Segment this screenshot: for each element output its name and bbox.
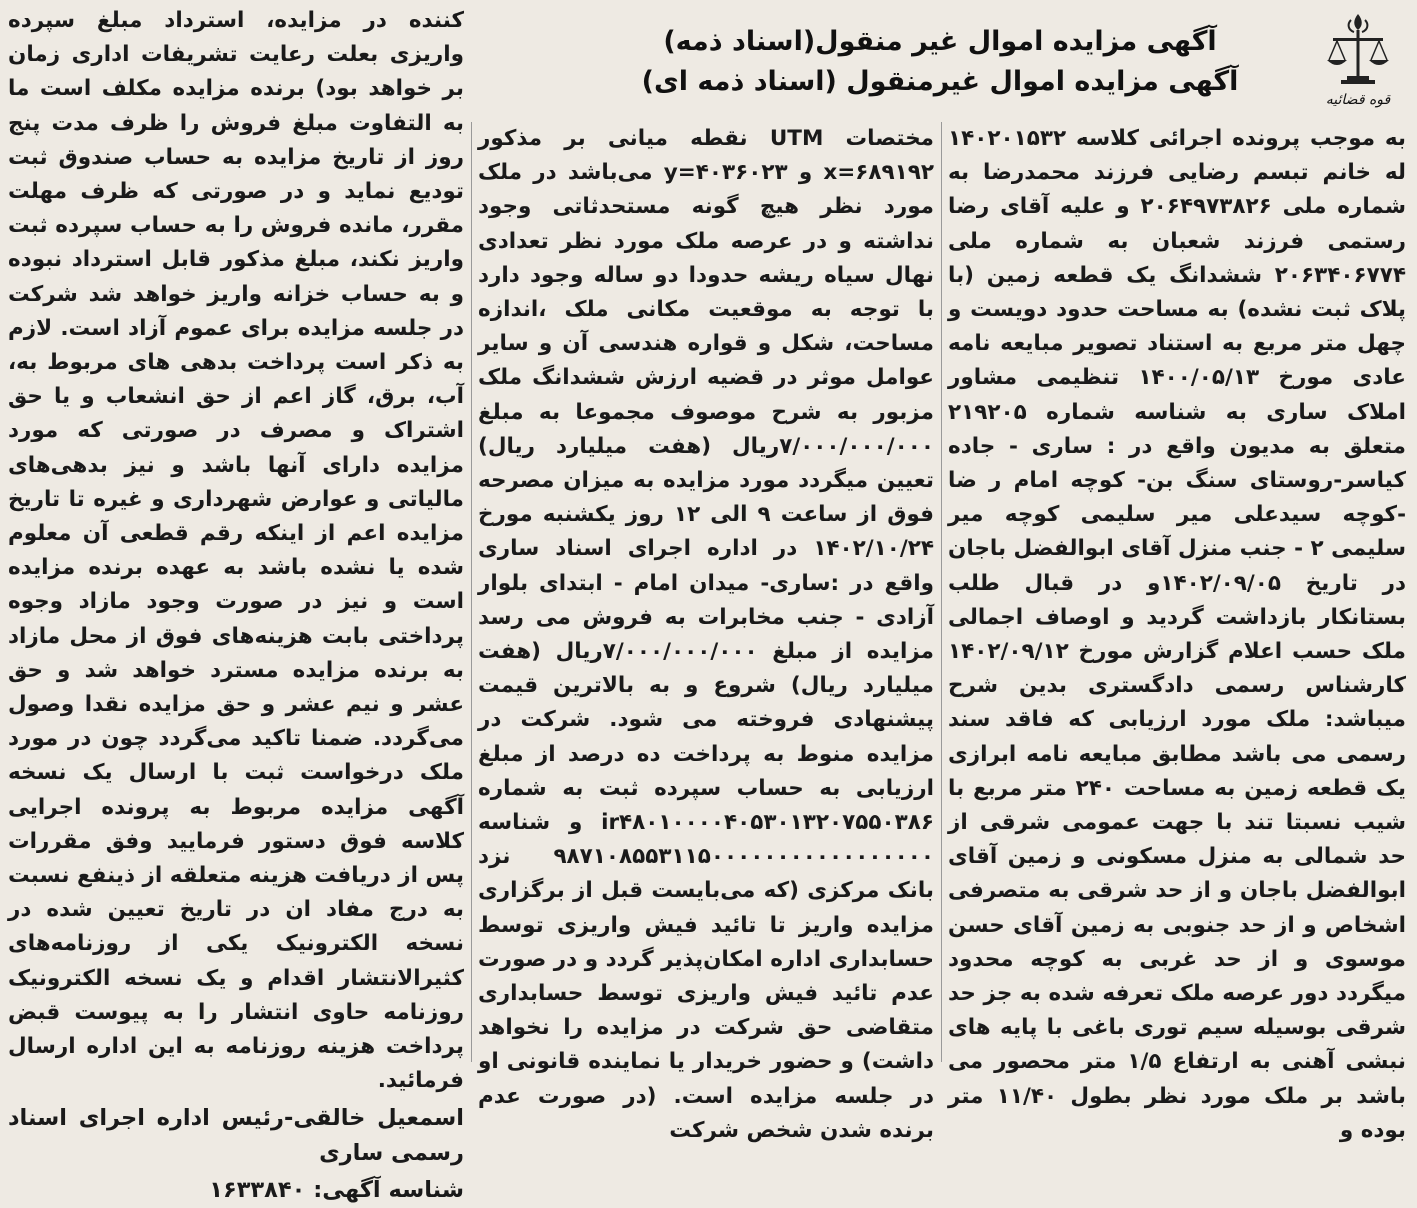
notice-column-middle: مختصات UTM نقطه میانی بر مذکور x=۶۸۹۱۹۲ و y=۴۰۳۶۰۲۳ می‌باشد در ملک مورد نظر هیچ گونه مستحدثاتی وجود نداشته و در عرصه ملک مورد نظر تعدادی نهال سیاه ریشه حدودا دو ساله وجود دارد با توجه به موقعیت مکانی ملک ،اندازه مساحت، شکل و قواره هندسی آن و سایر عوامل موثر در قضیه ارزش ششدانگ ملک مزبور به شرح موصوف مجموعا به مبلغ ۷/۰۰۰/۰۰۰/۰۰۰ریال (هفت میلیارد ریال) تعیین میگردد مورد مزایده به میزان مصرحه فوق از ساعت ۹ الی ۱۲ روز یکشنبه مورخ ۱۴۰۲/۱۰/۲۴ در اداره اجرای اسناد ساری واقع در :ساری- میدان امام - ابتدای بلوار آزادی - جنب مخابرات به فروش می رسد مزایده از مبلغ ۷/۰۰۰/۰۰۰/۰۰۰ریال (هفت میلیارد ریال) شروع و به بالاترین قیمت پیشنهادی فروخته می شود. شرکت در مزایده منوط به پرداخت ده درصد از مبلغ ارزیابی به حساب سپرده ثبت به شماره ir۴۸۰۱۰۰۰۰۴۰۵۳۰۱۳۲۰۷۵۵۰۳۸۶ و شناسه ۹۸۷۱۰۸۵۵۳۱۱۵۰۰۰۰۰۰۰۰۰۰۰۰۰۰۰۰۰ نزد بانک مرکزی (که می‌بایست قبل از برگزاری مزایده واریز تا تائید فیش واریزی توسط حسابداری اداره امکان‌پذیر گردد و در صورت عدم تائید فیش واریزی توسط حسابداری متقاضی حق شرکت در مزایده را نخواهد داشت) و حضور خریدار یا نماینده قانونی او در جلسه مزایده است. (در صورت عدم برنده شدن شخص شرکت	[478, 126, 934, 1143]
signature-name: اسمعیل خالقی-رئیس اداره اجرای اسناد رسمی ساری	[8, 1104, 464, 1166]
notice-column-right: به موجب پرونده اجرائی کلاسه ۱۴۰۲۰۱۵۳۲ له خانم تبسم رضایی فرزند محمدرضا به شماره ملی ۲۰۶۴۹۷۳۸۲۶ و علیه آقای رضا رستمی فرزند شعبان به شماره ملی ۲۰۶۳۴۰۶۷۷۴ ششدانگ یک قطعه زمین (با پلاک ثبت نشده) به مساحت حدود دویست و چهل متر مربع به استناد تصویر مبایعه نامه عادی مورخ ۱۴۰۰/۰۵/۱۳ تنظیمی مشاور املاک ساری به شناسه شماره ۲۱۹۲۰۵ متعلق به مدیون واقع در : ساری - جاده کیاسر-روستای سنگ بن- کوچه امام ر ضا -کوچه سیدعلی میر سلیمی کوچه میر سلیمی ۲ - جنب منزل آقای ابوالفضل باجان در تاریخ ۱۴۰۲/۰۹/۰۵و در قبال طلب بستانکار بازداشت گردید و اوصاف اجمالی ملک حسب اعلام گزارش مورخ ۱۴۰۲/۰۹/۱۲ کارشناس رسمی دادگستری بدین شرح میباشد: ملک مورد ارزیابی که فاقد سند رسمی می باشد مطابق مبایعه نامه ابرازی یک قطعه زمین به مساحت ۲۴۰ متر مربع با شیب نسبتا تند با جهت عمومی شرقی از حد شمالی به منزل مسکونی و زمین آقای ابوالفضل باجان و از حد شرقی به متصرفی اشخاص و از حد جنوبی به زمین آقای حسن موسوی و از حد غربی به کوچه محدود میگردد دور عرصه ملک تعرفه شده به جز حد شرقی بوسیله سیم توری باغی با پایه های نبشی آهنی به ارتفاع ۱/۵ متر محصور می باشد بر ملک مورد نظر بطول ۱۱/۴۰ متر بوده و	[948, 126, 1406, 1143]
column-divider-right	[941, 122, 942, 1062]
scales-of-justice-icon	[1323, 10, 1393, 98]
column-divider-left	[471, 122, 472, 1062]
notice-title-primary: آگهی مزایده اموال غیر منقول(اسناد ذمه)	[663, 26, 1217, 57]
judiciary-logo	[1314, 10, 1402, 122]
logo-caption: قوه قضائیه	[1325, 92, 1391, 108]
notice-header	[470, 4, 1410, 122]
notice-id: شناسه آگهی: ۱۶۳۳۸۴۰	[209, 1176, 464, 1203]
notice-column-left-body: کننده در مزایده، استرداد مبلغ سپرده واریزی بعلت رعایت تشریفات اداری زمان بر خواهد بود) برنده مزایده مکلف است ما به التفاوت مبلغ فروش را ظرف مدت پنج روز از تاریخ مزایده به حساب صندوق ثبت تودیع نماید و در صورتی که ظرف مهلت مقرر، مانده فروش را به حساب سپرده ثبت واریز نکند، مبلغ مذکور قابل استرداد نبوده و به حساب خزانه واریز خواهد شد شرکت در جلسه مزایده برای عموم آزاد است. لازم به ذکر است پرداخت بدهی های مربوط به، آب، برق، گاز اعم از حق انشعاب و یا حق اشتراک و مصرف در صورتی که مورد مزایده دارای آنها باشد و نیز بدهی‌های مالیاتی و عوارض شهرداری و غیره تا تاریخ مزایده اعم از اینکه رقم قطعی آن معلوم شده یا نشده باشد به عهده برنده مزایده است و نیز در صورت وجود مازاد وجوه پرداختی بابت هزینه‌های فوق از محل مازاد به برنده مزایده مسترد خواهد شد و حق عشر و نیم عشر و حق مزایده نقدا وصول می‌گردد. ضمنا تاکید می‌گردد چون در مورد ملک درخواست ثبت با ارسال یک نسخه آگهی مزایده مربوط به پرونده اجرایی کلاسه فوق دستور فرمایید وفق مقررات پس از دریافت هزینه متعلقه از ذینفع نسبت به درج مفاد ان در تاریخ تعیین شده در نسخه الکترونیک یکی از روزنامه‌های کثیرالانتشار اقدام و یک نسخه الکترونیک روزنامه حاوی انتشار را به پیوست قبض پرداخت هزینه روزنامه به این اداره ارسال فرمائید.	[8, 8, 464, 1094]
notice-column-left	[8, 4, 464, 1208]
notice-titles	[590, 22, 1290, 102]
notice-title-secondary: آگهی مزایده اموال غیرمنقول (اسناد ذمه ای)	[641, 66, 1239, 97]
